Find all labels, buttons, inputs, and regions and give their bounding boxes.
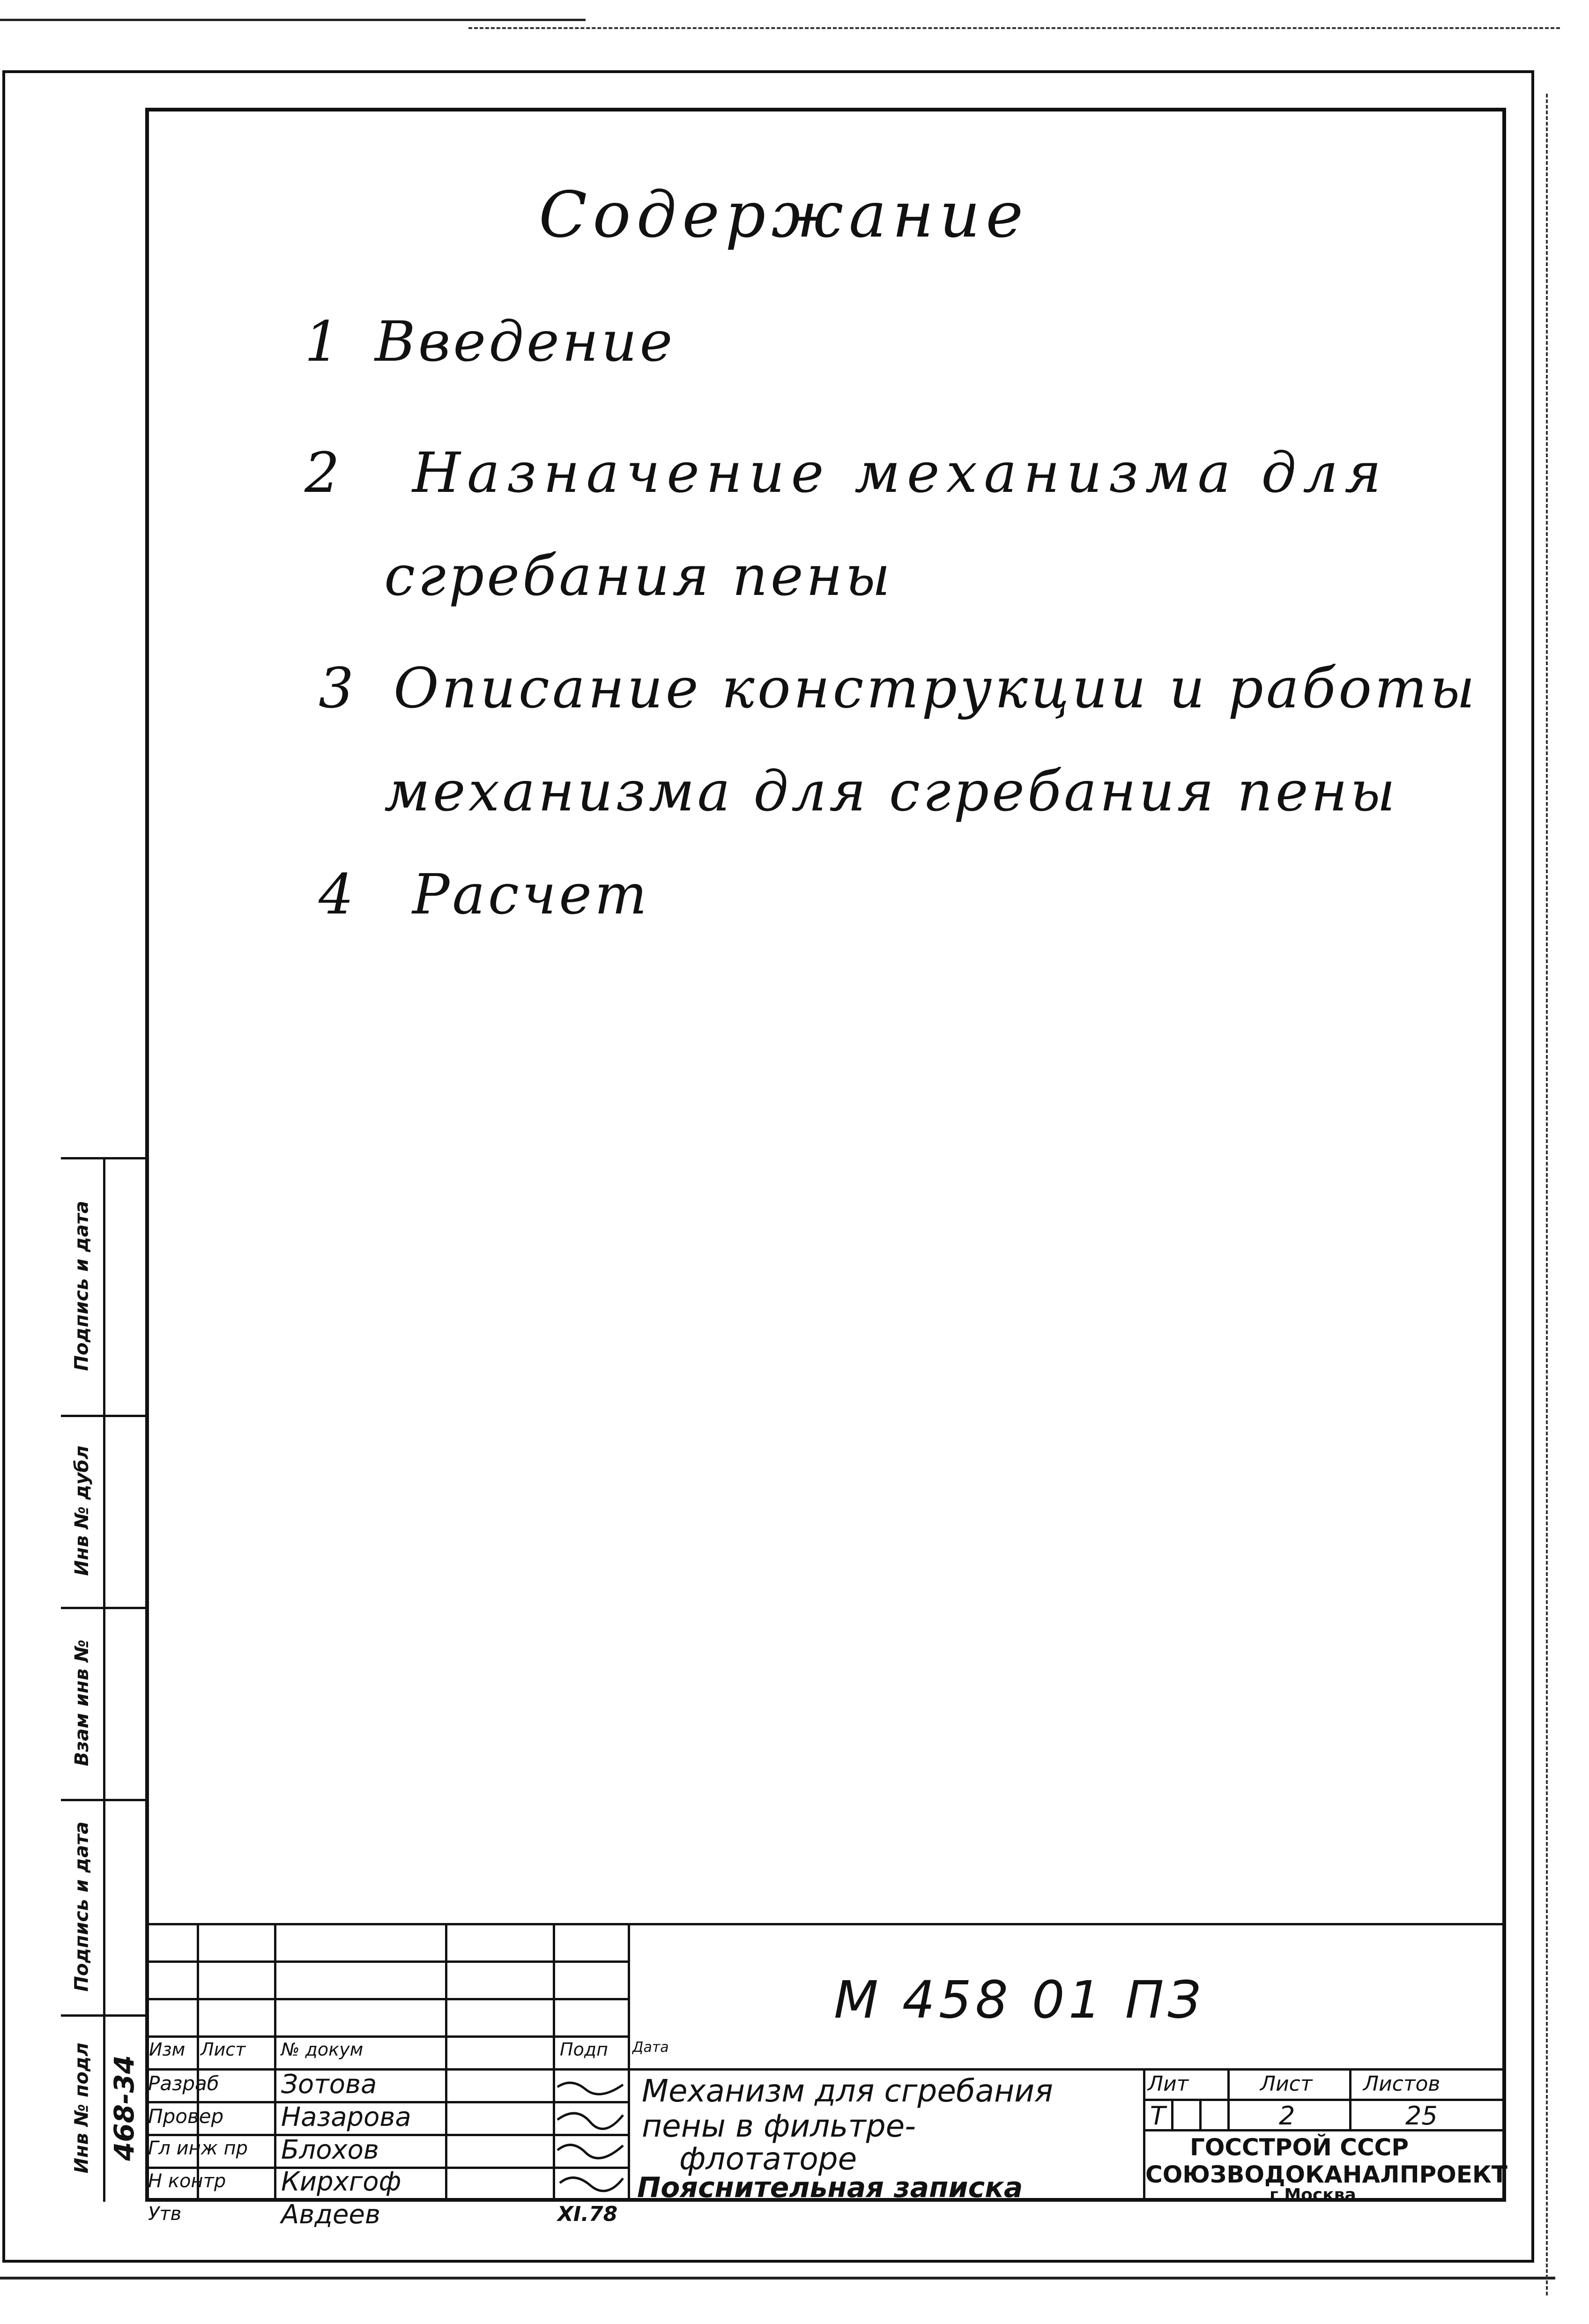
tb-col-line: [1227, 2068, 1230, 2129]
org-line-1: ГОССТРОЙ СССР: [1190, 2134, 1409, 2161]
side-label-podpis: Подпись и дата: [71, 1201, 93, 1371]
doc-title-line-2: пены в фильтре-: [642, 2108, 916, 2144]
toc-item-number: 3: [319, 656, 357, 720]
toc-item-text: Введение: [375, 309, 676, 374]
toc-item-1: [304, 309, 675, 374]
toc-item-3: [319, 656, 1478, 720]
sheet-header: Лист: [1260, 2072, 1313, 2096]
sheets-header: Листов: [1363, 2072, 1440, 2096]
toc-heading: Содержание: [539, 178, 1029, 252]
sheet-value: 2: [1279, 2101, 1295, 2131]
tb-top-border: [145, 1923, 1506, 1925]
tb-row-line: [1143, 2099, 1506, 2101]
toc-item-3-cont: механизма для сгребания пены: [384, 759, 1398, 824]
tb-col-podp: Подп: [560, 2039, 608, 2060]
toc-item-2: [304, 440, 1388, 505]
tb-role: Разраб: [148, 2072, 219, 2095]
side-label-inv-dubl: Инв № дубл: [71, 1445, 93, 1576]
tb-role: Провер: [148, 2105, 224, 2128]
tb-col-izm: Изм: [149, 2039, 186, 2060]
tb-col-line: [628, 1923, 630, 2202]
scan-top-rule-right: [468, 27, 1560, 29]
tb-row-line: [145, 2035, 628, 2038]
tb-name: Блохов: [281, 2135, 379, 2165]
doc-designation: М 458 01 ПЗ: [834, 1970, 1204, 2030]
tb-row-line: [145, 1998, 628, 2000]
tb-date: XI.78: [557, 2202, 618, 2226]
side-label-podpis-2: Подпись и дата: [71, 1821, 93, 1992]
toc-item-text: Расчет: [412, 862, 650, 927]
doc-type: Пояснительная записка: [637, 2171, 1023, 2204]
sheet-inner-frame: [145, 108, 1506, 2202]
tb-role: Н контр: [148, 2170, 226, 2192]
tb-col-line: [1171, 2099, 1173, 2129]
tb-col-line: [1199, 2099, 1202, 2129]
tb-col-doc: № докум: [281, 2039, 364, 2060]
org-line-3: г Москва: [1270, 2185, 1356, 2205]
sheets-value: 25: [1405, 2101, 1438, 2131]
tb-name: Зотова: [281, 2069, 377, 2100]
tb-role: Гл инж пр: [148, 2138, 248, 2159]
tb-name: Кирхгоф: [281, 2167, 401, 2197]
side-label-vzam: Взам инв №: [71, 1639, 93, 1767]
toc-item-number: 2: [304, 440, 343, 505]
title-block: [145, 1923, 1507, 2230]
scan-top-rule: [0, 19, 586, 21]
tb-row-line: [1143, 2129, 1506, 2131]
toc-item-2-cont: сгребания пены: [384, 543, 893, 608]
side-label-inv-podl: Инв № подл: [71, 2042, 93, 2174]
tb-col-line: [274, 1923, 276, 2202]
toc-item-number: 4: [319, 862, 357, 927]
lit-value: Т: [1150, 2101, 1166, 2131]
tb-col-line: [197, 1923, 199, 2202]
signature-marks: [553, 2068, 628, 2202]
toc-item-4: [319, 862, 650, 927]
side-inv-number: 468-34: [108, 2055, 141, 2161]
toc-item-number: 1: [304, 309, 343, 374]
doc-title-line-3: флотаторе: [679, 2141, 857, 2177]
tb-col-line: [445, 1923, 447, 2202]
lit-header: Лит: [1148, 2072, 1189, 2096]
tb-col-line: [1349, 2068, 1351, 2129]
toc-item-text: Назначение механизма для: [412, 440, 1388, 505]
side-stamp: [61, 1157, 145, 2202]
org-line-2: СОЮЗВОДОКАНАЛПРОЕКТ: [1145, 2161, 1507, 2188]
tb-name: Назарова: [281, 2102, 411, 2132]
tb-col-list: Лист: [200, 2039, 246, 2060]
tb-row-line: [145, 1960, 628, 1963]
tb-role: Утв: [148, 2203, 182, 2225]
doc-title-line-1: Механизм для сгребания: [642, 2073, 1053, 2109]
tb-name: Авдеев: [281, 2199, 380, 2230]
tb-col-data: Дата: [632, 2039, 669, 2056]
scan-bottom-rule: [0, 2277, 1555, 2279]
toc-item-text: Описание конструкции и работы: [394, 656, 1478, 720]
scan-right-rule: [1546, 94, 1548, 2295]
